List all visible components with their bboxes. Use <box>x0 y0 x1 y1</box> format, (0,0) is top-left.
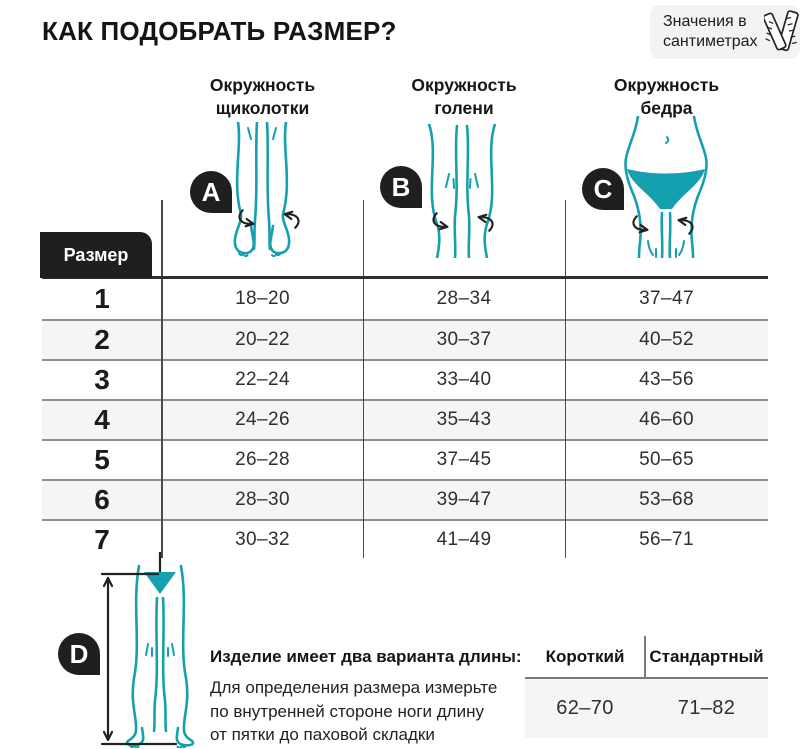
ankle-value-cell: 18–20 <box>235 287 290 309</box>
letter-badge-a <box>190 171 232 213</box>
table-row <box>42 319 768 359</box>
column-divider <box>565 200 567 558</box>
calf-value-cell: 39–47 <box>436 488 492 510</box>
length-value-short: 62–70 <box>556 697 614 719</box>
size-cell: 2 <box>94 323 110 355</box>
column-header-ankle <box>162 74 363 120</box>
hip-value-cell: 37–47 <box>639 287 694 309</box>
table-row <box>42 399 768 439</box>
size-cell: 4 <box>94 403 110 435</box>
hip-value-cell: 53–68 <box>639 488 694 510</box>
column-header-hip <box>565 74 768 120</box>
length-col-header-short: Короткий <box>545 647 625 666</box>
length-description-line: от пятки до паховой складки <box>210 725 435 744</box>
table-row <box>42 359 768 399</box>
size-cell: 7 <box>94 523 110 555</box>
ankle-value-cell: 28–30 <box>235 488 290 510</box>
calf-value-cell: 30–37 <box>436 328 492 350</box>
size-cell: 5 <box>94 443 110 475</box>
length-description-line: Для определения размера измерьте <box>210 678 498 697</box>
units-badge-line2: сантиметрах <box>663 33 758 50</box>
measurement-letter: A <box>201 176 221 207</box>
calf-value-cell: 37–45 <box>436 448 492 470</box>
size-corner-badge <box>40 232 152 278</box>
column-header-calf <box>363 74 565 120</box>
length-description-line: по внутренней стороне ноги длину <box>210 701 484 721</box>
length-table-value-row <box>525 679 768 738</box>
calf-value-cell: 41–49 <box>436 528 492 550</box>
calf-value-cell: 28–34 <box>436 287 492 309</box>
column-divider <box>161 200 163 558</box>
size-table <box>42 279 768 559</box>
column-divider <box>363 200 365 558</box>
ankle-illustration <box>229 122 295 258</box>
ruler-icon <box>764 10 802 54</box>
units-badge <box>650 5 800 59</box>
letter-badge-c <box>582 168 624 210</box>
table-row <box>42 279 768 319</box>
length-col-header-standard: Стандартный <box>649 647 764 666</box>
calf-illustration <box>424 124 500 258</box>
calf-value-cell: 33–40 <box>436 368 492 390</box>
page-title: КАК ПОДОБРАТЬ РАЗМЕР? <box>42 16 397 46</box>
hip-illustration <box>622 116 710 258</box>
length-description <box>210 676 497 747</box>
table-row <box>42 479 768 519</box>
circumference-arrows-icon <box>428 211 498 233</box>
ankle-value-cell: 30–32 <box>235 528 290 550</box>
ankle-value-cell: 22–24 <box>235 368 290 390</box>
circumference-arrows-icon <box>234 208 304 230</box>
hip-value-cell: 56–71 <box>639 528 694 550</box>
leg-length-illustration <box>98 552 206 748</box>
table-row <box>42 519 768 559</box>
units-badge-line1: Значения в <box>663 13 747 30</box>
column-label-line: Окружность <box>613 75 720 95</box>
column-label-line: Окружность <box>411 75 517 95</box>
letter-badge-d <box>58 633 100 675</box>
length-heading: Изделие имеет два варианта длины: <box>210 647 522 666</box>
measurement-letter: C <box>593 173 613 204</box>
hip-value-cell: 40–52 <box>639 328 694 350</box>
hip-value-cell: 43–56 <box>639 368 694 390</box>
hip-value-cell: 50–65 <box>639 448 694 470</box>
column-label-line: бедра <box>640 98 693 118</box>
hip-value-cell: 46–60 <box>639 408 694 430</box>
ankle-value-cell: 20–22 <box>235 328 290 350</box>
column-label-line: щиколотки <box>215 98 310 118</box>
column-label-line: голени <box>434 98 494 118</box>
table-row <box>42 439 768 479</box>
column-label-line: Окружность <box>209 75 316 95</box>
size-cell: 3 <box>94 363 110 395</box>
size-cell: 6 <box>94 483 110 515</box>
length-value-standard: 71–82 <box>677 697 736 719</box>
ankle-value-cell: 24–26 <box>235 408 290 430</box>
circumference-arrows-icon <box>628 214 698 236</box>
length-table <box>525 636 768 738</box>
length-table-header-row <box>525 640 768 674</box>
measurement-letter: D <box>69 638 89 669</box>
units-badge-text <box>663 12 758 52</box>
calf-value-cell: 35–43 <box>436 408 492 430</box>
ankle-value-cell: 26–28 <box>235 448 290 470</box>
size-corner-label: Размер <box>63 244 129 265</box>
letter-badge-b <box>380 166 422 208</box>
size-cell: 1 <box>94 282 110 314</box>
measurement-letter: B <box>391 171 411 202</box>
